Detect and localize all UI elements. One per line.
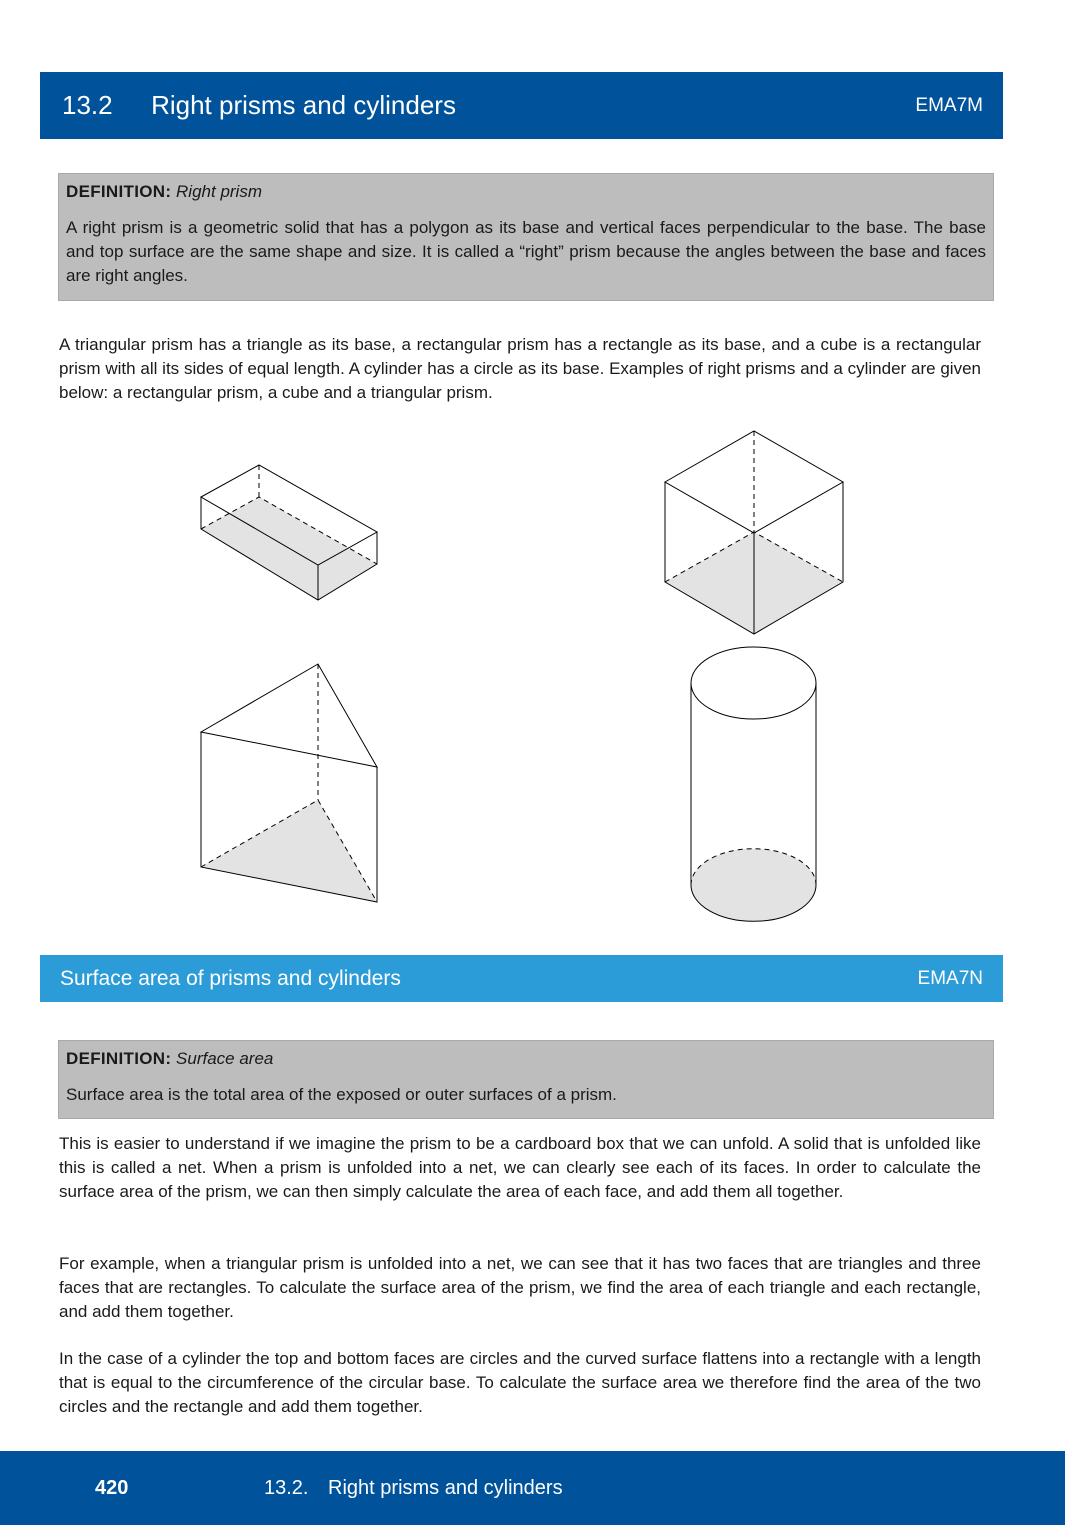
intro-paragraph: A triangular prism has a triangle as its base, a rectangular prism has a rectangle as its base, and a cube is a rectangular prism with all its sides of equal length. A cylinder has a circle as its base. Examples of right prisms and a cylinder are given below: a rectangular prism, a cube and a triangular prism. <box>59 335 981 402</box>
page-number: 420 <box>95 1477 129 1499</box>
section-heading <box>62 90 456 121</box>
definition-label: DEFINITION: <box>66 1049 172 1068</box>
definition-text: Surface area is the total area of the exposed or outer surfaces of a prism. <box>66 1085 617 1104</box>
triangular-prism-figure <box>195 658 385 908</box>
cylinder-figure <box>685 645 825 927</box>
rectangular-prism-figure <box>195 460 385 605</box>
footer-section-ref <box>264 1477 563 1500</box>
triangular-prism-base-face <box>201 800 377 902</box>
section-header <box>40 72 1003 139</box>
footer-section-title: Right prisms and cylinders <box>328 1477 563 1499</box>
definition-term: Right prism <box>176 182 262 201</box>
paragraph-net: This is easier to understand if we imagine the prism to be a cardboard box that we can unfold. A solid that is unfolded like this is called a net. When a prism is unfolded into a net, we can clearly see each of its faces. In order to calculate the surface area of the prism, we can then simply calculate the area of each face, and add them all together. <box>59 1134 981 1201</box>
definition-text: A right prism is a geometric solid that has a polygon as its base and vertical faces perpendicular to the base. The base and top surface are the same shape and size. It is called a “right” prism because the angles between the base and faces are right angles. <box>66 218 986 285</box>
definition-head <box>66 180 986 204</box>
subsection-header <box>40 955 1003 1002</box>
page-footer <box>0 1451 1065 1525</box>
section-code: EMA7M <box>915 94 983 116</box>
section-number: 13.2 <box>62 90 113 120</box>
definition-term: Surface area <box>176 1049 274 1068</box>
cube-top-face <box>665 431 843 533</box>
cube-figure <box>660 427 850 639</box>
definition-head <box>66 1047 986 1071</box>
subsection-title: Surface area of prisms and cylinders <box>60 966 401 990</box>
subsection-code: EMA7N <box>917 967 983 989</box>
footer-section-number: 13.2. <box>264 1477 309 1499</box>
definition-box-right-prism <box>58 173 994 301</box>
cylinder-top-face <box>691 647 816 719</box>
section-title: Right prisms and cylinders <box>151 90 456 120</box>
paragraph-triangular-example: For example, when a triangular prism is unfolded into a net, we can see that it has two faces that are triangles and three faces that are rectangles. To calculate the surface area of the prism, we find the area of each triangle and each rectangle, and add them together. <box>59 1254 981 1321</box>
paragraph-cylinder-example: In the case of a cylinder the top and bottom faces are circles and the curved surface flattens into a rectangle with a length that is equal to the circumference of the circular base. To calculate the surface area we therefore find the area of the two circles and the rectangle and add them together. <box>59 1349 981 1416</box>
triangular-prism-top-face <box>201 664 377 767</box>
definition-box-surface-area <box>58 1040 994 1119</box>
definition-label: DEFINITION: <box>66 182 172 201</box>
